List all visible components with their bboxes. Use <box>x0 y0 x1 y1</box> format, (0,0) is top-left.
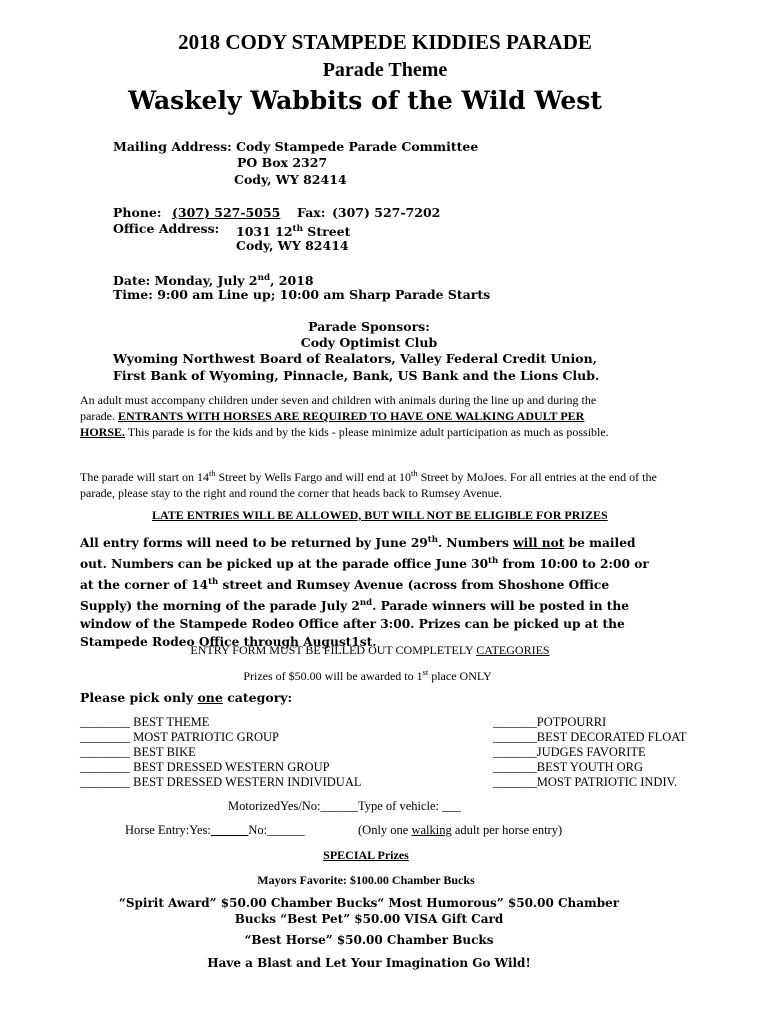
special-prizes-heading: SPECIAL Prizes <box>323 848 409 862</box>
closing-message: Have a Blast and Let Your Imagination Go Wild! <box>207 956 531 970</box>
category-potpourri[interactable] <box>493 715 606 730</box>
category-label: MOST PATRIOTIC GROUP <box>130 730 279 744</box>
category-label: BEST YOUTH ORG <box>536 760 644 774</box>
category-label: BEST THEME <box>130 715 210 729</box>
mailing-address-line1: Cody Stampede Parade Committee <box>236 139 479 154</box>
mailing-address-line3: Cody, WY 82414 <box>234 172 347 187</box>
category-judges-favorite[interactable] <box>493 745 646 760</box>
category-blank[interactable]: ________ <box>80 775 130 789</box>
office-address-line1: 1031 12th Street <box>236 224 351 240</box>
category-label: BEST DRESSED WESTERN INDIVIDUAL <box>130 775 362 789</box>
phone-label: Phone: <box>113 205 162 220</box>
sponsor-line-1: Cody Optimist Club <box>300 335 438 350</box>
mailing-address-line2: PO Box 2327 <box>237 155 328 170</box>
parade-date: Date: Monday, July 2nd, 2018 <box>113 273 314 289</box>
fax-number: (307) 527-7202 <box>332 205 441 220</box>
category-blank[interactable]: ________ <box>80 745 130 759</box>
pick-category-instruction: Please pick only one category: <box>80 690 293 705</box>
category-blank[interactable]: _______ <box>493 760 537 774</box>
entry-form-notice: ENTRY FORM MUST BE FILLED OUT COMPLETELY CATEGORIES <box>190 643 550 657</box>
sponsor-line-2: Wyoming Northwest Board of Realators, Valley Federal Credit Union, <box>113 351 598 366</box>
category-best-decorated-float[interactable] <box>493 730 687 745</box>
special-prize-line-2: Bucks “Best Pet” $50.00 VISA Gift Card <box>234 912 504 926</box>
special-prize-line-1: “Spirit Award” $50.00 Chamber Bucks“ Most Humorous” $50.00 Chamber <box>118 896 620 910</box>
theme-name: Waskely Wabbits of the Wild West <box>128 86 602 115</box>
route-paragraph: The parade will start on 14th Street by Wells Fargo and will end at 10th Street by MoJoes. For all entries at the end of the parade, please stay to the right and round the corner that heads back to Rumsey Avenue. <box>80 469 657 500</box>
office-address-line2: Cody, WY 82414 <box>236 238 349 253</box>
category-most-patriotic-group[interactable] <box>80 730 279 745</box>
category-blank[interactable]: _______ <box>493 745 537 759</box>
sponsors-heading: Parade Sponsors: <box>308 319 430 334</box>
category-blank[interactable]: ________ <box>80 730 130 744</box>
category-best-youth-org[interactable] <box>493 760 643 775</box>
mailing-address-label: Mailing Address: <box>113 139 232 154</box>
category-best-bike[interactable] <box>80 745 196 760</box>
category-label: JUDGES FAVORITE <box>536 745 646 759</box>
category-blank[interactable]: _______ <box>493 775 537 789</box>
category-label: MOST PATRIOTIC INDIV. <box>536 775 678 789</box>
category-best-theme[interactable] <box>80 715 209 730</box>
category-blank[interactable]: _______ <box>493 730 537 744</box>
category-blank[interactable]: _______ <box>493 715 537 729</box>
sponsor-line-3: First Bank of Wyoming, Pinnacle, Bank, US Bank and the Lions Club. <box>113 368 600 383</box>
prizes-notice: Prizes of $50.00 will be awarded to 1st place ONLY <box>243 668 492 683</box>
category-label: BEST DECORATED FLOAT <box>536 730 687 744</box>
category-blank[interactable]: ________ <box>80 760 130 774</box>
phone-number: (307) 527-5055 <box>172 205 281 220</box>
entry-return-paragraph: All entry forms will need to be returned by June 29th. Numbers will not be mailed out. Numbers can be picked up at the parade office June 30th from 10:00 to 2:00 or at the corner of 14th street and Rumsey Avenue (across from Shoshone Office Supply) the morning of the parade July 2nd. Parade winners will be posted in the window of the Stampede Rodeo Office after 3:00. Prizes can be picked up at the Stampede Rodeo Office through August1st. <box>80 535 649 650</box>
walking-adult-note: (Only one walking adult per horse entry) <box>358 823 563 837</box>
category-label: BEST BIKE <box>130 745 196 759</box>
parade-time: Time: 9:00 am Line up; 10:00 am Sharp Parade Starts <box>113 287 491 302</box>
motorized-entry-field[interactable]: MotorizedYes/No:______Type of vehicle: ___ <box>228 799 461 813</box>
category-label: BEST DRESSED WESTERN GROUP <box>130 760 330 774</box>
document-title: 2018 CODY STAMPEDE KIDDIES PARADE <box>178 30 592 54</box>
category-most-patriotic-indiv[interactable] <box>493 775 677 790</box>
special-prize-line-3: “Best Horse” $50.00 Chamber Bucks <box>244 933 494 947</box>
category-blank[interactable]: ________ <box>80 715 130 729</box>
horse-entry-field[interactable]: Horse Entry:Yes:______No:______ <box>125 823 305 837</box>
theme-heading: Parade Theme <box>322 59 448 81</box>
fax-label: Fax: <box>297 205 326 220</box>
category-best-dressed-western-group[interactable] <box>80 760 330 775</box>
late-entries-notice: LATE ENTRIES WILL BE ALLOWED, BUT WILL NOT BE ELIGIBLE FOR PRIZES <box>152 508 608 522</box>
category-best-dressed-western-individual[interactable] <box>80 775 361 790</box>
adult-rule-paragraph: An adult must accompany children under seven and children with animals during the line up and during the parade. ENTRANTS WITH HORSES ARE REQUIRED TO HAVE ONE WALKING ADULT PER HORSE. This parade is for the kids and by the kids - please minimize adult participation as much as possible. <box>80 393 609 439</box>
category-label: POTPOURRI <box>536 715 607 729</box>
mayors-favorite-prize: Mayors Favorite: $100.00 Chamber Bucks <box>257 873 475 887</box>
office-address-label: Office Address: <box>113 221 220 236</box>
